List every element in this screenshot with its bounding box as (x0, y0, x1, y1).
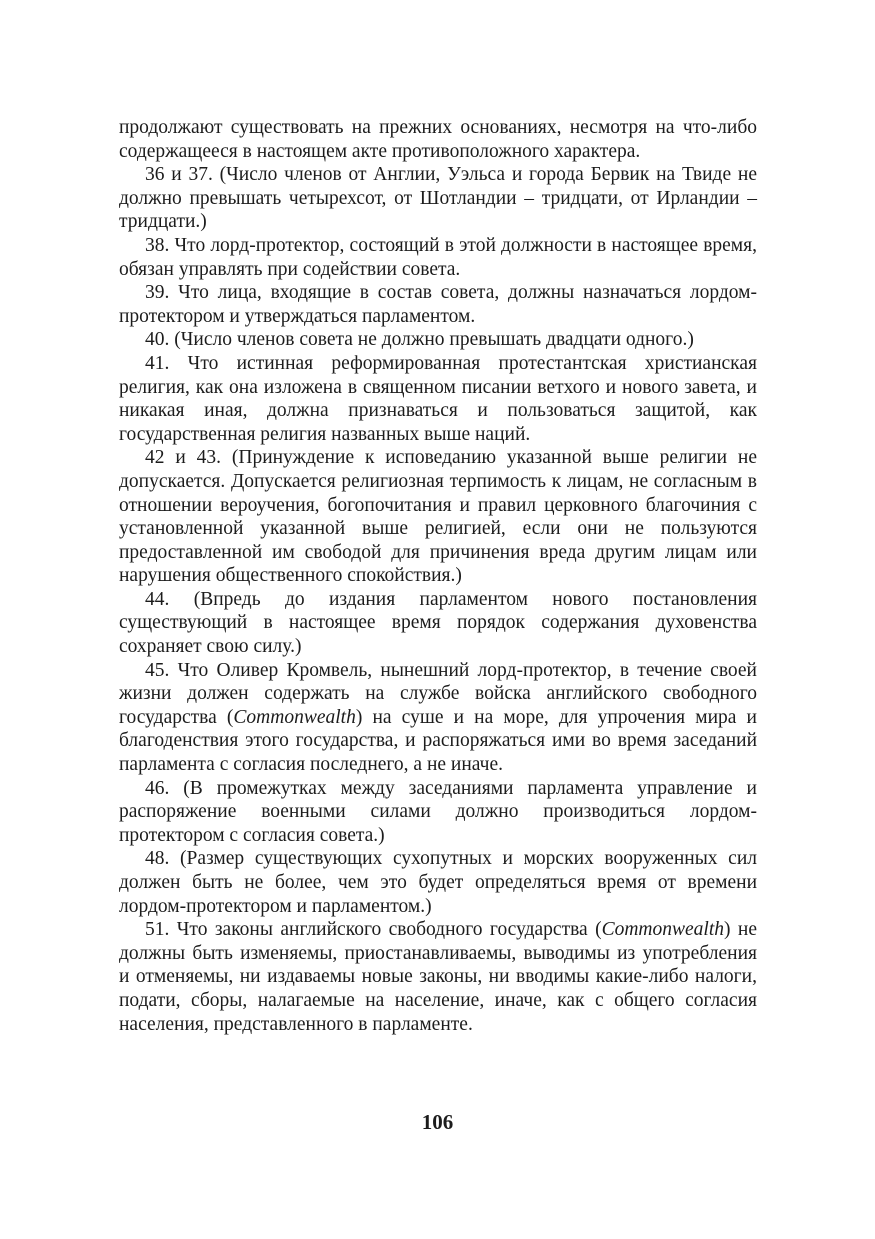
page-number: 106 (421, 1110, 454, 1134)
paragraph-text: 51. Что законы английского свободного государства ( (145, 919, 602, 941)
paragraph (119, 446, 757, 588)
paragraph-text: 44. (Впредь до издания парламентом нового постановления существующий в настоящее время порядок содержания духовенства сохраняет свою силу.) (119, 588, 757, 658)
paragraph (119, 234, 757, 281)
document-body (119, 116, 757, 1036)
paragraph-text: 46. (В промежутках между заседаниями парламента управление и распоряжение военными силами должно производиться лордом-протектором с согласия совета.) (119, 777, 757, 846)
paragraph-text: продолжают существовать на прежних основаниях, несмотря на что-либо содержащееся в настоящем акте противоположного характера. (119, 117, 757, 162)
paragraph-text: 45. Что Оливер Кромвель, нынешний лорд-протектор, в течение своей жизни должен содержать на службе войска английского свободного государства ( (119, 659, 757, 728)
paragraph (119, 588, 757, 659)
paragraph-text: ) на суше и на море, для упрочения мира и благоденствия этого государства, и распоряжаться ими во время заседаний парламента с согласия последнего, а не иначе. (119, 706, 757, 776)
paragraph-text: 42 и 43. (Принуждение к исповеданию указанной выше религии не допускается. Допускается религиозная терпимость к лицам, не согласным в отношении вероучения, богопочитания и правил церковного благочиния с установленной указанной выше религией, если они не пользуются предоставленной им свободой для причинения вреда другим лицам или нарушения общественного спокойствия.) (119, 447, 757, 587)
paragraph (119, 116, 757, 163)
paragraph (119, 163, 757, 234)
paragraph-text: 40. (Число членов совета не должно превышать двадцати одного.) (145, 329, 694, 351)
paragraph (119, 328, 757, 352)
italic-term: Commonwealth (233, 706, 356, 728)
italic-term: Commonwealth (601, 919, 725, 941)
paragraph (119, 659, 757, 777)
paragraph (119, 918, 757, 1036)
paragraph (119, 847, 757, 918)
paragraph-text: 36 и 37. (Число членов от Англии, Уэльса и города Бервик на Твиде не должно превышать четырехсот, от Шотландии – тридцати, от Ирландии – тридцати.) (119, 164, 757, 233)
paragraph-text: 39. Что лица, входящие в состав совета, должны назначаться лордом-протектором и утверждаться парламентом. (119, 282, 757, 327)
paragraph (119, 352, 757, 446)
paragraph (119, 777, 757, 848)
paragraph-text: 38. Что лорд-протектор, состоящий в этой должности в настоящее время, обязан управлять при содействии совета. (119, 234, 757, 280)
paragraph-text: 41. Что истинная реформированная протестантская христианская религия, как она изложена в священном писании ветхого и нового завета, и никакая иная, должна признаваться и пользоваться защитой, как государственная религия названных выше наций. (119, 352, 757, 445)
paragraph-text: 48. (Размер существующих сухопутных и морских вооруженных сил должен быть не более, чем это будет определяться время от времени лордом-протектором и парламентом.) (119, 848, 757, 917)
paragraph-text: ) не должны быть изменяемы, приостанавливаемы, выводимы из употребления и отменяемы, ни издаваемы новые законы, ни вводимы какие-либо налоги, подати, сборы, налагаемые на население, иначе, как с общего согласия населения, представленного в парламенте. (119, 919, 757, 1035)
paragraph (119, 281, 757, 328)
